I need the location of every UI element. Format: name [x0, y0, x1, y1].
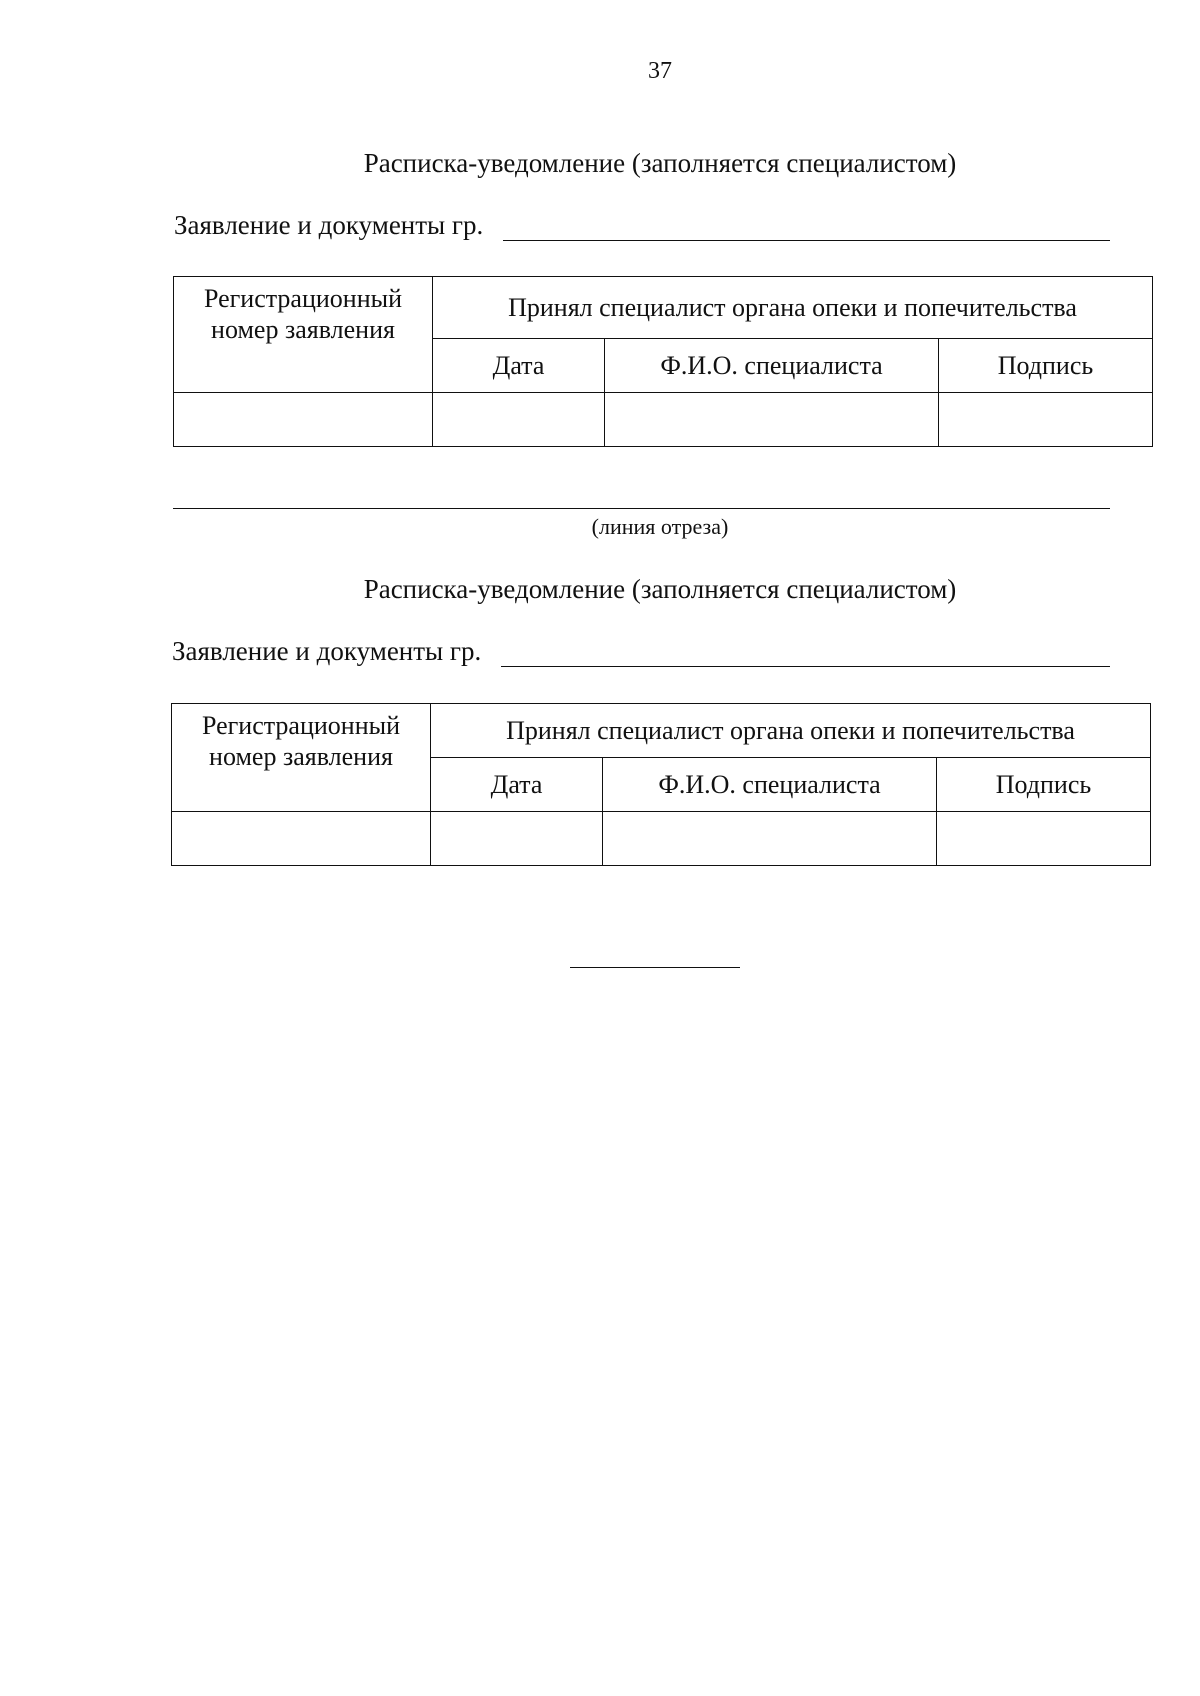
page-number: 37: [648, 58, 672, 84]
statement-label: Заявление и документы гр.: [174, 210, 484, 240]
registration-number-header: Регистрационный номер заявления: [172, 704, 431, 812]
cut-line-caption: (линия отреза): [591, 514, 729, 539]
receipt-title: Расписка-уведомление (заполняется специалистом): [363, 148, 957, 178]
accepted-by-header: Принял специалист органа опеки и попечительства: [433, 277, 1153, 339]
date-column-header: Дата: [431, 758, 603, 812]
specialist-name-cell[interactable]: [603, 812, 937, 866]
statement-label: Заявление и документы гр.: [172, 636, 482, 666]
signature-cell[interactable]: [939, 393, 1153, 447]
signature-column-header: Подпись: [939, 339, 1153, 393]
cut-line: [173, 508, 1110, 509]
registration-number-cell[interactable]: [174, 393, 433, 447]
registration-number-cell[interactable]: [172, 812, 431, 866]
end-rule: [570, 967, 740, 968]
specialist-name-column-header: Ф.И.О. специалиста: [605, 339, 939, 393]
signature-column-header: Подпись: [937, 758, 1151, 812]
registration-number-header: Регистрационный номер заявления: [174, 277, 433, 393]
signature-cell[interactable]: [937, 812, 1151, 866]
statement-name-field[interactable]: [503, 240, 1110, 241]
specialist-name-column-header: Ф.И.О. специалиста: [603, 758, 937, 812]
accepted-by-header: Принял специалист органа опеки и попечительства: [431, 704, 1151, 758]
receipt-table: [173, 276, 1153, 447]
date-cell[interactable]: [431, 812, 603, 866]
date-cell[interactable]: [433, 393, 605, 447]
receipt-title: Расписка-уведомление (заполняется специалистом): [363, 574, 957, 604]
specialist-name-cell[interactable]: [605, 393, 939, 447]
date-column-header: Дата: [433, 339, 605, 393]
statement-name-field[interactable]: [501, 666, 1110, 667]
receipt-table: [171, 703, 1151, 866]
